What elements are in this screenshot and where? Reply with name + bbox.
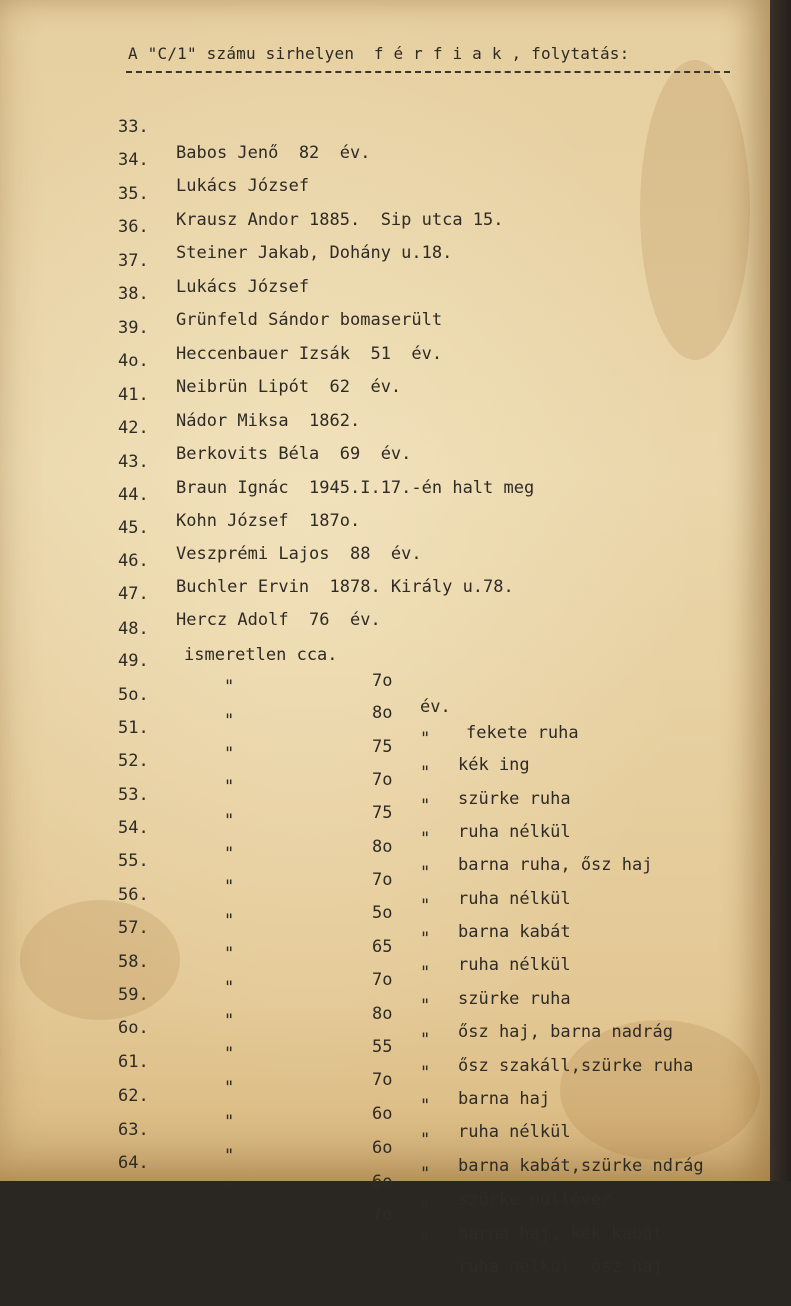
entry-age: 7o bbox=[372, 970, 393, 990]
ditto-mark: " bbox=[420, 729, 431, 749]
entry-description: ősz haj, barna nadrág bbox=[458, 1022, 673, 1042]
ditto-mark: " bbox=[420, 1164, 431, 1184]
entry-description: barna haj, kék kabát bbox=[458, 1224, 663, 1244]
entry-unit: év. bbox=[420, 697, 451, 717]
entry-description: barna ruha, ősz haj bbox=[458, 855, 653, 875]
entry-description: barna kabát bbox=[458, 922, 571, 942]
entry-text: Babos Jenő 82 év. bbox=[176, 143, 371, 163]
ditto-mark: " bbox=[420, 863, 431, 883]
ditto-mark: " bbox=[420, 963, 431, 983]
ditto-mark: " bbox=[224, 777, 235, 797]
ditto-mark: " bbox=[420, 896, 431, 916]
entry-age: 7o bbox=[372, 1070, 393, 1090]
entry-description: ruha nélkül bbox=[458, 822, 571, 842]
entry-text: Lukács József bbox=[176, 277, 310, 297]
entry-description: barna haj bbox=[458, 1089, 551, 1109]
entry-age: 7o bbox=[372, 870, 393, 890]
entry-number: 55. bbox=[118, 851, 149, 871]
entry-number: 51. bbox=[118, 718, 149, 738]
entry-number: 61. bbox=[118, 1052, 149, 1072]
entry-number: 47. bbox=[118, 584, 149, 604]
entry-number: 44. bbox=[118, 485, 149, 505]
ditto-mark: " bbox=[420, 763, 431, 783]
entry-description: ruha nélkül bbox=[458, 1122, 571, 1142]
entry-number: 34. bbox=[118, 150, 149, 170]
ditto-mark: " bbox=[224, 1112, 235, 1132]
ditto-mark: " bbox=[224, 1179, 235, 1199]
entry-number: 37. bbox=[118, 251, 149, 271]
entry-description: kék ing bbox=[458, 755, 530, 775]
entry-number: 53. bbox=[118, 785, 149, 805]
ditto-mark: " bbox=[420, 1231, 431, 1251]
entry-description: ruha nélkül ősz haj bbox=[458, 1257, 663, 1277]
ditto-mark: " bbox=[224, 944, 235, 964]
ditto-mark: " bbox=[420, 1030, 431, 1050]
entry-age: 7o bbox=[372, 1205, 393, 1225]
entry-age: 8o bbox=[372, 1004, 393, 1024]
entry-age: 8o bbox=[372, 837, 393, 857]
entry-description: barna kabát,szürke ndrág bbox=[458, 1156, 704, 1176]
entry-age: 55 bbox=[372, 1037, 393, 1057]
ditto-mark: " bbox=[420, 929, 431, 949]
entry-number: 43. bbox=[118, 452, 149, 472]
entry-number: 64. bbox=[118, 1153, 149, 1173]
ditto-mark: " bbox=[224, 911, 235, 931]
ditto-mark: " bbox=[224, 677, 235, 697]
entry-text: Braun Ignác 1945.I.17.-én halt meg bbox=[176, 478, 535, 498]
ditto-mark: " bbox=[420, 1096, 431, 1116]
entry-number: 38. bbox=[118, 284, 149, 304]
entry-text: Kohn József 187o. bbox=[176, 511, 361, 531]
entry-name: ismeretlen cca. bbox=[184, 645, 338, 665]
entry-age: 5o bbox=[372, 903, 393, 923]
ditto-mark: " bbox=[224, 1011, 235, 1031]
entry-number: 5o. bbox=[118, 685, 149, 705]
entry-text: Neibrün Lipót 62 év. bbox=[176, 377, 402, 397]
entry-number: 41. bbox=[118, 385, 149, 405]
ditto-mark: " bbox=[420, 796, 431, 816]
ditto-mark: " bbox=[224, 1044, 235, 1064]
entry-number: 6o. bbox=[118, 1018, 149, 1038]
ditto-mark: " bbox=[224, 1146, 235, 1166]
entry-description: szürke ruha bbox=[458, 789, 571, 809]
entry-description: ruha nélkül bbox=[458, 955, 571, 975]
ditto-mark: " bbox=[224, 744, 235, 764]
entry-text: Krausz Andor 1885. Sip utca 15. bbox=[176, 210, 504, 230]
entry-number: 57. bbox=[118, 918, 149, 938]
entry-number: 36. bbox=[118, 217, 149, 237]
ditto-mark: " bbox=[420, 1130, 431, 1150]
entry-number: 52. bbox=[118, 751, 149, 771]
entry-number: 45. bbox=[118, 518, 149, 538]
entry-description: szürke ruha bbox=[458, 989, 571, 1009]
ditto-mark: " bbox=[420, 1063, 431, 1083]
entry-age: 7o bbox=[372, 671, 393, 691]
entry-text: Hercz Adolf 76 év. bbox=[176, 610, 381, 630]
entry-age: 65 bbox=[372, 937, 393, 957]
ditto-mark: " bbox=[224, 711, 235, 731]
entry-description: ősz szakáll,szürke ruha bbox=[458, 1056, 694, 1076]
document-header: A "C/1" számu sirhelyen f é r f i a k , folytatás: bbox=[128, 44, 630, 63]
ditto-mark: " bbox=[224, 978, 235, 998]
entry-number: 42. bbox=[118, 418, 149, 438]
entry-number: 58. bbox=[118, 952, 149, 972]
entry-number: 39. bbox=[118, 318, 149, 338]
entry-number: 56. bbox=[118, 885, 149, 905]
ditto-mark: " bbox=[224, 877, 235, 897]
entry-number: 4o. bbox=[118, 351, 149, 371]
ditto-mark: " bbox=[420, 1198, 431, 1218]
entry-age: 75 bbox=[372, 737, 393, 757]
paper-stain bbox=[640, 60, 750, 360]
header-rule bbox=[126, 71, 730, 73]
ditto-mark: " bbox=[224, 811, 235, 831]
binding-shadow bbox=[770, 0, 791, 1181]
entry-text: Berkovits Béla 69 év. bbox=[176, 444, 412, 464]
entry-number: 54. bbox=[118, 818, 149, 838]
entry-number: 46. bbox=[118, 551, 149, 571]
entry-text: Steiner Jakab, Dohány u.18. bbox=[176, 243, 453, 263]
ditto-mark: " bbox=[420, 996, 431, 1016]
entry-number: 48. bbox=[118, 619, 149, 639]
entry-age: 75 bbox=[372, 803, 393, 823]
entry-text: Lukács József bbox=[176, 176, 310, 196]
entry-age: 7o bbox=[372, 770, 393, 790]
entry-age: 6o bbox=[372, 1138, 393, 1158]
entry-text: Grünfeld Sándor bomaserült bbox=[176, 310, 443, 330]
entry-description: szürke pullóver bbox=[458, 1190, 612, 1210]
entry-age: 6o bbox=[372, 1172, 393, 1192]
entry-age: 8o bbox=[372, 703, 393, 723]
ditto-mark: " bbox=[224, 844, 235, 864]
entry-text: Veszprémi Lajos 88 év. bbox=[176, 544, 422, 564]
entry-number: 33. bbox=[118, 117, 149, 137]
entry-number: 62. bbox=[118, 1086, 149, 1106]
entry-number: 35. bbox=[118, 184, 149, 204]
ditto-mark: " bbox=[224, 1078, 235, 1098]
entry-text: Buchler Ervin 1878. Király u.78. bbox=[176, 577, 514, 597]
entry-text: Heccenbauer Izsák 51 év. bbox=[176, 344, 443, 364]
entry-number: 59. bbox=[118, 985, 149, 1005]
entry-age: 6o bbox=[372, 1104, 393, 1124]
entry-description: fekete ruha bbox=[466, 723, 579, 743]
entry-text: Nádor Miksa 1862. bbox=[176, 411, 361, 431]
entry-number: 63. bbox=[118, 1120, 149, 1140]
ditto-mark: " bbox=[420, 829, 431, 849]
entry-number: 49. bbox=[118, 651, 149, 671]
entry-description: ruha nélkül bbox=[458, 889, 571, 909]
